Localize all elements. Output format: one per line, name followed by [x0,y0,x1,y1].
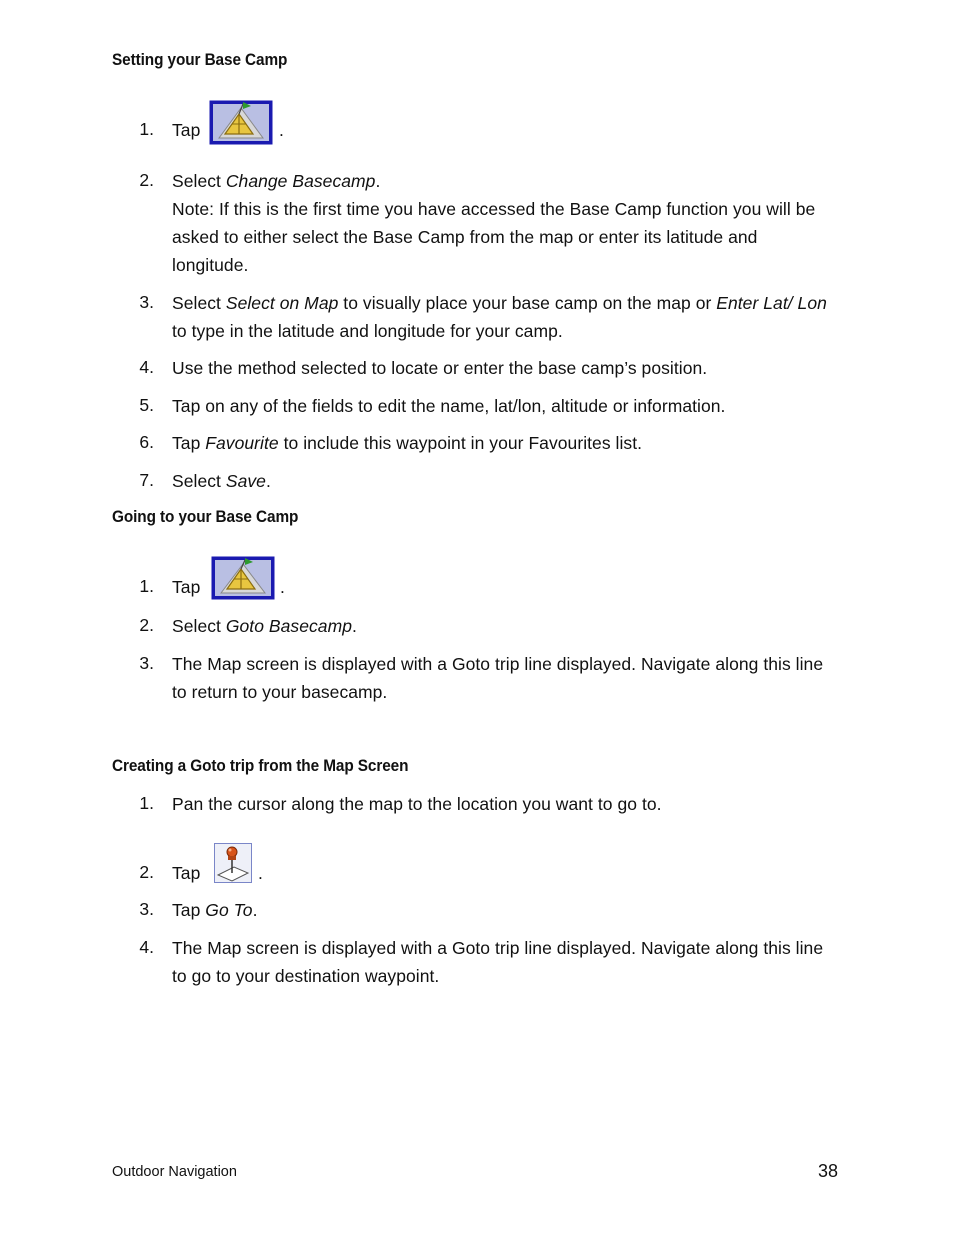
step-number: 3. [139,899,154,919]
step-text: Tap on any of the fields to edit the name, lat/lon, altitude or information. [172,396,726,416]
step-text: Tap [172,120,201,140]
step-number: 1. [139,576,154,596]
step-text: Select Save. [172,471,271,491]
step-number: 2. [139,170,154,190]
step-text: Tap Favourite to include this waypoint in your Favourites list. [172,433,643,453]
step-number: 4. [139,937,154,957]
step-text: Tap [172,577,201,597]
step-number: 1. [139,793,154,813]
step-number: 5. [139,395,154,415]
step-note: Note: If this is the first time you have accessed the Base Camp function you will be asked to either select the Base Camp from the map or enter its latitude and longitude. [172,199,816,275]
step-number: 4. [139,357,154,377]
step-number: 2. [139,615,154,635]
step-text: The Map screen is displayed with a Goto trip line displayed. Navigate along this line to go to your destination waypoint. [172,938,824,986]
step-number: 2. [139,862,154,882]
step-text: The Map screen is displayed with a Goto trip line displayed. Navigate along this line to return to your basecamp. [172,654,824,702]
section-heading-setting-base-camp: Setting your Base Camp [112,51,288,69]
step-text-end: . [279,120,284,140]
step-number: 3. [139,653,154,673]
step-number: 7. [139,470,154,490]
step-text-end: . [280,577,285,597]
step-text: Pan the cursor along the map to the location you want to go to. [172,794,662,814]
step-text: Tap [172,863,201,883]
section-heading-creating-goto-trip: Creating a Goto trip from the Map Screen [112,757,409,775]
step-text: Use the method selected to locate or enter the base camp’s position. [172,358,708,378]
step-text: Select Change Basecamp. Note: If this is the first time you have accessed the Base Camp function you will be asked to either select the Base Camp from the map or enter its latitude and longitude. [172,167,832,279]
page-number: 38 [818,1161,839,1181]
basecamp-tent-icon[interactable] [209,100,273,145]
step-number: 6. [139,432,154,452]
section-heading-going-to-base-camp: Going to your Base Camp [112,508,299,526]
goto-pushpin-icon[interactable] [214,843,252,883]
footer-section-title: Outdoor Navigation [112,1164,237,1180]
basecamp-tent-icon[interactable] [211,556,275,600]
step-text: Select Goto Basecamp. [172,616,357,636]
step-text: Tap Go To. [172,900,258,920]
step-number: 1. [139,119,154,139]
step-text-end: . [258,863,263,883]
step-text: Select Select on Map to visually place your base camp on the map or Enter Lat/ Lon to type in the latitude and longitude for your camp. [172,293,827,341]
step-number: 3. [139,292,154,312]
